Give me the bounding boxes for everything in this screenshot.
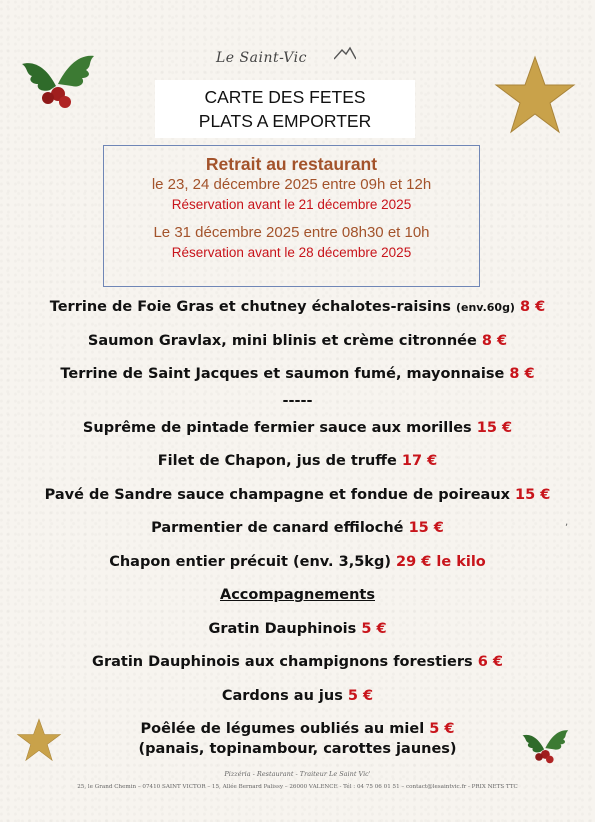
item-name: Parmentier de canard effiloché — [151, 520, 409, 536]
menu-separator: ----- — [282, 392, 313, 409]
menu-item — [0, 360, 595, 394]
menu-item — [0, 514, 595, 548]
logo-text: Le Saint-Vic — [216, 50, 307, 66]
item-name: Pavé de Sandre sauce champagne et fondue de poireaux — [44, 486, 516, 503]
item-note: (env.60g) — [455, 301, 515, 314]
item-name: Chapon entier précuit (env. 3,5kg) — [109, 553, 396, 570]
item-price: 15 € — [408, 520, 444, 536]
sides-heading-text: Accompagnements — [219, 587, 375, 603]
reservation-deadline-2: Réservation avant le 28 décembre 2025 — [171, 245, 412, 260]
menu-item — [0, 481, 595, 515]
menu-item — [0, 414, 595, 448]
title-box — [155, 80, 415, 138]
item-name: Terrine de Saint Jacques et saumon fumé, mayonnaise — [60, 366, 510, 382]
pickup-title: Retrait au restaurant — [205, 154, 378, 174]
item-price: 15 € — [476, 419, 513, 436]
menu-item — [0, 447, 595, 481]
title-line-2: PLATS A EMPORTER — [198, 111, 372, 131]
item-name: Suprême de pintade fermier sauce aux morilles — [82, 419, 477, 436]
item-price: 5 € — [361, 620, 387, 637]
side-item — [0, 615, 595, 649]
menu-item — [0, 293, 595, 327]
item-name: Filet de Chapon, jus de truffe — [157, 453, 402, 469]
item-name: Poêlée de légumes oubliés au miel — [140, 721, 430, 737]
item-price: 6 € — [477, 654, 503, 670]
item-detail: (panais, topinambour, carottes jaunes) — [138, 741, 457, 757]
sides-heading — [0, 581, 595, 615]
menu-list — [0, 293, 595, 759]
side-item — [0, 682, 595, 716]
menu-item — [0, 327, 595, 361]
title-line-1: CARTE DES FETES — [204, 87, 366, 107]
holly-icon — [18, 40, 100, 112]
pickup-slot-2: Le 31 décembre 2025 entre 08h30 et 10h — [153, 224, 430, 241]
item-price: 8 € — [481, 332, 508, 349]
mountain-icon — [334, 46, 356, 60]
restaurant-logo — [216, 50, 356, 74]
side-item — [0, 715, 595, 759]
item-name: Gratin Dauphinois aux champignons forestiers — [92, 654, 478, 670]
item-price: 17 € — [401, 453, 438, 469]
menu-item — [0, 548, 595, 582]
item-price: 29 € le kilo — [396, 553, 486, 570]
pickup-info-box — [103, 145, 480, 287]
item-name: Gratin Dauphinois — [208, 620, 362, 637]
item-name: Cardons au jus — [221, 687, 348, 704]
reservation-deadline-1: Réservation avant le 21 décembre 2025 — [171, 197, 412, 212]
stray-mark: , — [565, 517, 569, 528]
item-price: 5 € — [429, 721, 455, 737]
item-price: 5 € — [347, 687, 374, 704]
item-price: 15 € — [515, 486, 551, 503]
item-price: 8 € — [514, 299, 546, 315]
item-name: Saumon Gravlax, mini blinis et crème citronnée — [87, 332, 482, 349]
side-item — [0, 648, 595, 682]
pickup-slot-1: le 23, 24 décembre 2025 entre 09h et 12h — [151, 176, 432, 193]
footer-tagline: Pizzéria - Restaurant - Traiteur Le Saint Vic' — [224, 770, 371, 778]
footer-address: 25, le Grand Chemin – 07410 SAINT VICTOR – 15, Allée Bernard Palissy – 26000 VALENCE - Tél : 04 75 06 01 51 – contact@lesaintvic.fr - PRIX NETS TTC — [77, 784, 518, 790]
item-price: 8 € — [509, 366, 535, 382]
item-name: Terrine de Foie Gras et chutney échalotes-raisins — [49, 299, 456, 315]
star-icon — [494, 55, 576, 135]
